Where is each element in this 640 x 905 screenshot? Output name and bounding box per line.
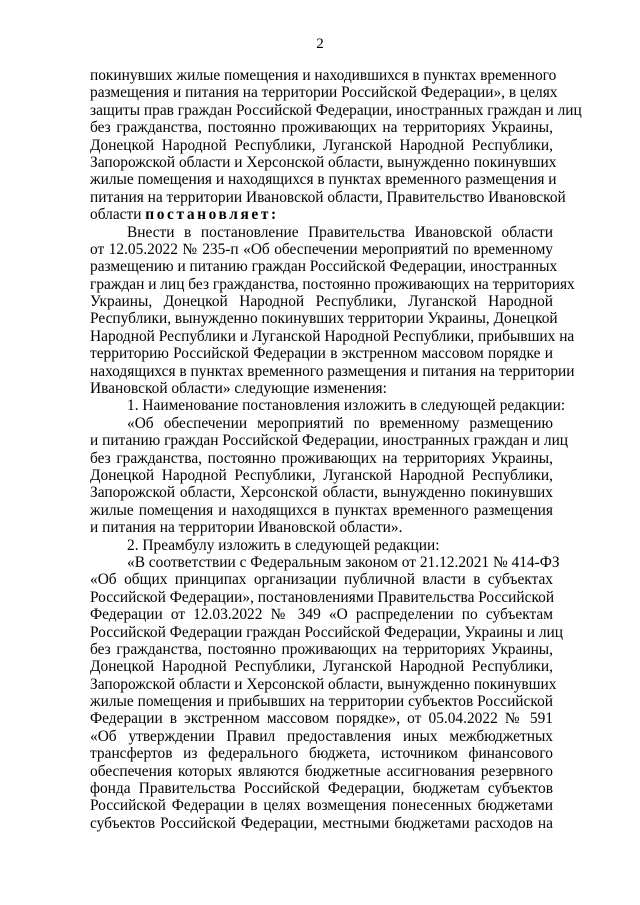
text-line xyxy=(90,258,558,276)
line-text: Народной Республики и Луганской Народной Республики, прибывших на xyxy=(90,327,575,345)
line-text: жилые помещения и прибывших на территории субъектов Российской xyxy=(90,693,553,711)
page-number: 2 xyxy=(316,36,324,52)
line-text: жилые помещения и находящихся в пунктах временного размещения xyxy=(90,501,553,519)
line-text: Ивановской области» следующие изменения: xyxy=(90,380,387,398)
text-line xyxy=(90,310,558,328)
line-text: находящихся в пунктах временного размещения и питания на территории xyxy=(90,362,575,380)
line-text: Российской Федерации», постановлениями Правительства Российской xyxy=(90,588,555,606)
text-line xyxy=(90,502,553,519)
line-text: защиты прав граждан Российской Федерации, иностранных граждан и лиц xyxy=(90,101,582,119)
text-line xyxy=(90,675,557,693)
line-text: обеспечения которых являются бюджетные ассигнования резервного xyxy=(90,762,553,780)
line-text: Российской Федерации граждан Российской Федерации, Украины и лиц xyxy=(90,623,563,641)
text-line xyxy=(90,415,553,432)
line-text: покинувших жилые помещения и находившихся в пунктах временного xyxy=(90,67,557,84)
line-text: Федерации от 12.03.2022 № 349 «О распределении по субъектам xyxy=(90,606,553,624)
text-line xyxy=(90,467,553,484)
text-line xyxy=(90,362,575,380)
line-text: Российской Федерации в целях возмещения понесенных бюджетами xyxy=(90,797,553,815)
line-text: без гражданства, постоянно проживающих на территориях Украины, xyxy=(90,119,553,137)
text-line xyxy=(90,397,566,415)
text-line xyxy=(90,188,566,206)
text-line xyxy=(90,137,553,154)
text-line xyxy=(90,780,553,797)
line-text: территорию Российской Федерации в экстренном массовом порядке и xyxy=(90,345,553,363)
line-text: питания на территории Ивановской области, Правительство Ивановской xyxy=(90,188,566,206)
line-text: Федерации в экстренном массовом порядке», от 05.04.2022 № 591 xyxy=(90,710,553,728)
line-text: и питания на территории Ивановской области». xyxy=(90,519,403,537)
text-line xyxy=(90,206,553,223)
text-line xyxy=(90,589,553,606)
text-line xyxy=(90,519,553,536)
line-text: фонда Правительства Российской Федерации, бюджетам субъектов xyxy=(90,780,553,798)
text-line xyxy=(90,763,553,780)
text-line xyxy=(90,450,553,467)
line-text: жилые помещения и находящихся в пунктах временного размещения и xyxy=(90,171,557,189)
line-text: граждан и лиц без гражданства, постоянно проживающих на территориях xyxy=(90,275,575,293)
line-text: «Об обеспечении мероприятий по временному размещению xyxy=(127,414,553,432)
text-line xyxy=(90,67,557,84)
text-line xyxy=(90,537,553,554)
line-text: размещения и питания на территории Российской Федерации», в целях xyxy=(90,84,558,102)
text-line xyxy=(90,224,553,241)
text-line xyxy=(90,484,553,501)
line-text: «Об общих принципах организации публичной власти в субъектах xyxy=(90,571,553,589)
text-line xyxy=(90,553,560,571)
text-line xyxy=(90,623,563,641)
text-line xyxy=(90,815,553,832)
line-text: Запорожской области и Херсонской области, вынужденно покинувших xyxy=(90,675,557,693)
line-text: и питанию граждан Российской Федерации, иностранных граждан и лиц xyxy=(90,432,569,450)
text-line xyxy=(90,745,553,762)
line-text: субъектов Российской Федерации, местными бюджетами расходов на xyxy=(90,814,553,832)
line-text: Внести в постановление Правительства Ивановской области xyxy=(127,223,553,241)
line-text: «В соответствии с Федеральным законом от 21.12.2021 № 414-ФЗ xyxy=(127,553,560,571)
text-line xyxy=(90,241,553,258)
text-line xyxy=(90,275,575,293)
line-text: Донецкой Народной Республики, Луганской Народной Республики, xyxy=(90,136,553,154)
text-line xyxy=(90,432,569,450)
text-line xyxy=(90,658,553,675)
line-text: 2. Преамбулу изложить в следующей редакции: xyxy=(127,536,440,554)
line-text: без гражданства, постоянно проживающих на территориях Украины, xyxy=(90,640,553,658)
text-line xyxy=(90,728,553,745)
text-line xyxy=(90,345,553,362)
text-line xyxy=(90,797,553,814)
text-line xyxy=(90,327,575,345)
line-text: Республики, вынужденно покинувших территории Украины, Донецкой xyxy=(90,310,558,328)
text-line xyxy=(90,101,582,119)
line-text: размещению и питанию граждан Российской Федерации, иностранных xyxy=(90,258,558,276)
text-line xyxy=(90,119,553,136)
text-line xyxy=(90,153,557,171)
text-line xyxy=(90,710,553,727)
line-text: Донецкой Народной Республики, Луганской Народной Республики, xyxy=(90,658,553,676)
line-text: области xyxy=(90,206,146,224)
text-line xyxy=(90,606,553,623)
line-text: без гражданства, постоянно проживающих на территориях Украины, xyxy=(90,449,553,467)
text-line xyxy=(90,571,553,588)
line-text: Запорожской области, Херсонской области, вынужденно покинувших xyxy=(90,484,553,502)
text-line xyxy=(90,84,558,102)
line-text: трансфертов из федерального бюджета, источником финансового xyxy=(90,745,553,763)
line-text: Украины, Донецкой Народной Республики, Луганской Народной xyxy=(90,293,553,311)
line-text: 1. Наименование постановления изложить в следующей редакции: xyxy=(127,397,566,415)
line-text: «Об утверждении Правил предоставления иных межбюджетных xyxy=(90,727,553,745)
text-line xyxy=(90,380,553,397)
text-line xyxy=(90,693,553,710)
text-line xyxy=(90,171,557,189)
text-line xyxy=(90,641,553,658)
line-text: от 12.05.2022 № 235-п «Об обеспечении мероприятий по временному xyxy=(90,240,553,258)
text-line xyxy=(90,293,553,310)
line-text: Донецкой Народной Республики, Луганской Народной Республики, xyxy=(90,466,553,484)
line-text: Запорожской области и Херсонской области, вынужденно покинувших xyxy=(90,153,557,171)
decree-keyword: постановляет: xyxy=(145,206,279,224)
document-body xyxy=(90,67,582,832)
